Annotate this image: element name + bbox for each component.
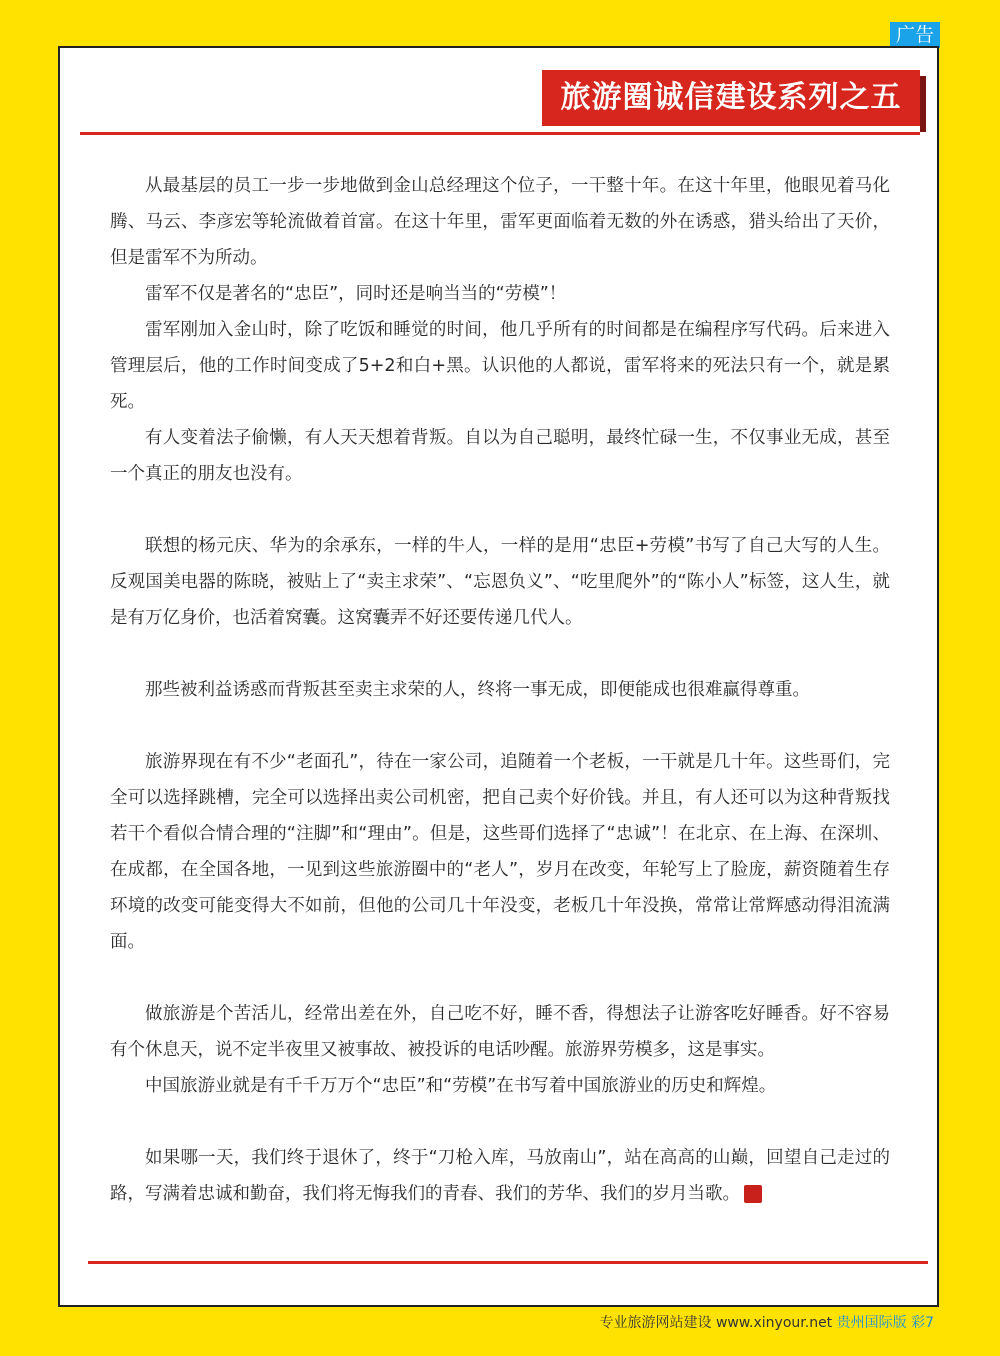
paragraph: 那些被利益诱惑而背叛甚至卖主求荣的人，终将一事无成，即便能成也很难赢得尊重。 <box>145 680 810 700</box>
paragraph: 旅游界现在有不少“老面孔”，待在一家公司，追随着一个老板，一干就是几十年。这些哥们，完全可以选择跳槽，完全可以选择出卖公司机密，把自己卖个好价钱。并且，有人还可以为这种背叛找若干个看似合情合理的“注脚”和“理由”。但是，这些哥们选择了“忠诚”！在北京、在上海、在深圳、在成都，在全国各地，一见到这些旅游圈中的“老人”，岁月在改变，年轮写上了脸庞，薪资随着生存环境的改变可能变得大不如前，但他的公司几十年没变，老板几十年没换，常常让常辉感动得泪流满面。 <box>110 752 890 952</box>
paragraph-final <box>110 1140 890 1212</box>
top-divider <box>80 132 920 135</box>
article-body <box>110 168 890 1212</box>
article-title: 旅游圈诚信建设系列之五 <box>542 70 920 126</box>
seal-icon: 信 <box>744 1185 762 1203</box>
paragraph: 雷军不仅是著名的“忠臣”，同时还是响当当的“劳模”！ <box>145 284 567 304</box>
footer-slogan: 专业旅游网站建设 <box>599 1315 712 1331</box>
paragraph: 雷军刚加入金山时，除了吃饭和睡觉的时间，他几乎所有的时间都是在编程序写代码。后来进入管理层后，他的工作时间变成了5+2和白+黑。认识他的人都说，雷军将来的死法只有一个，就是累死。 <box>110 320 890 412</box>
footer-url: www.xinyour.net <box>715 1315 833 1331</box>
footer-page-number: 彩7 <box>911 1315 934 1331</box>
paragraph: 有人变着法子偷懒，有人天天想着背叛。自以为自己聪明，最终忙碌一生，不仅事业无成，甚至一个真正的朋友也没有。 <box>110 428 890 484</box>
paragraph: 从最基层的员工一步一步地做到金山总经理这个位子，一干整十年。在这十年里，他眼见着马化腾、马云、李彦宏等轮流做着首富。在这十年里，雷军更面临着无数的外在诱惑，猎头给出了天价，但是雷军不为所动。 <box>110 176 890 268</box>
ad-label: 广告 <box>890 22 940 48</box>
paragraph-final-text: 如果哪一天，我们终于退休了，终于“刀枪入库，马放南山”，站在高高的山巅，回望自己走过的路，写满着忠诚和勤奋，我们将无悔我们的青春、我们的芳华、我们的岁月当歌。 <box>110 1148 890 1204</box>
paragraph: 做旅游是个苦活儿，经常出差在外，自己吃不好，睡不香，得想法子让游客吃好睡香。好不容易有个休息天，说不定半夜里又被事故、被投诉的电话吵醒。旅游界劳模多，这是事实。 <box>110 1004 890 1060</box>
bottom-divider <box>88 1261 928 1264</box>
page-footer <box>600 1313 934 1333</box>
footer-edition: 贵州国际版 <box>836 1315 907 1331</box>
paragraph: 联想的杨元庆、华为的余承东，一样的牛人，一样的是用“忠臣+劳模”书写了自己大写的人生。反观国美电器的陈晓，被贴上了“卖主求荣”、“忘恩负义”、“吃里爬外”的“陈小人”标签，这人生，就是有万亿身价，也活着窝囊。这窝囊弄不好还要传递几代人。 <box>110 536 890 628</box>
paragraph: 中国旅游业就是有千千万万个“忠臣”和“劳模”在书写着中国旅游业的历史和辉煌。 <box>145 1076 777 1096</box>
